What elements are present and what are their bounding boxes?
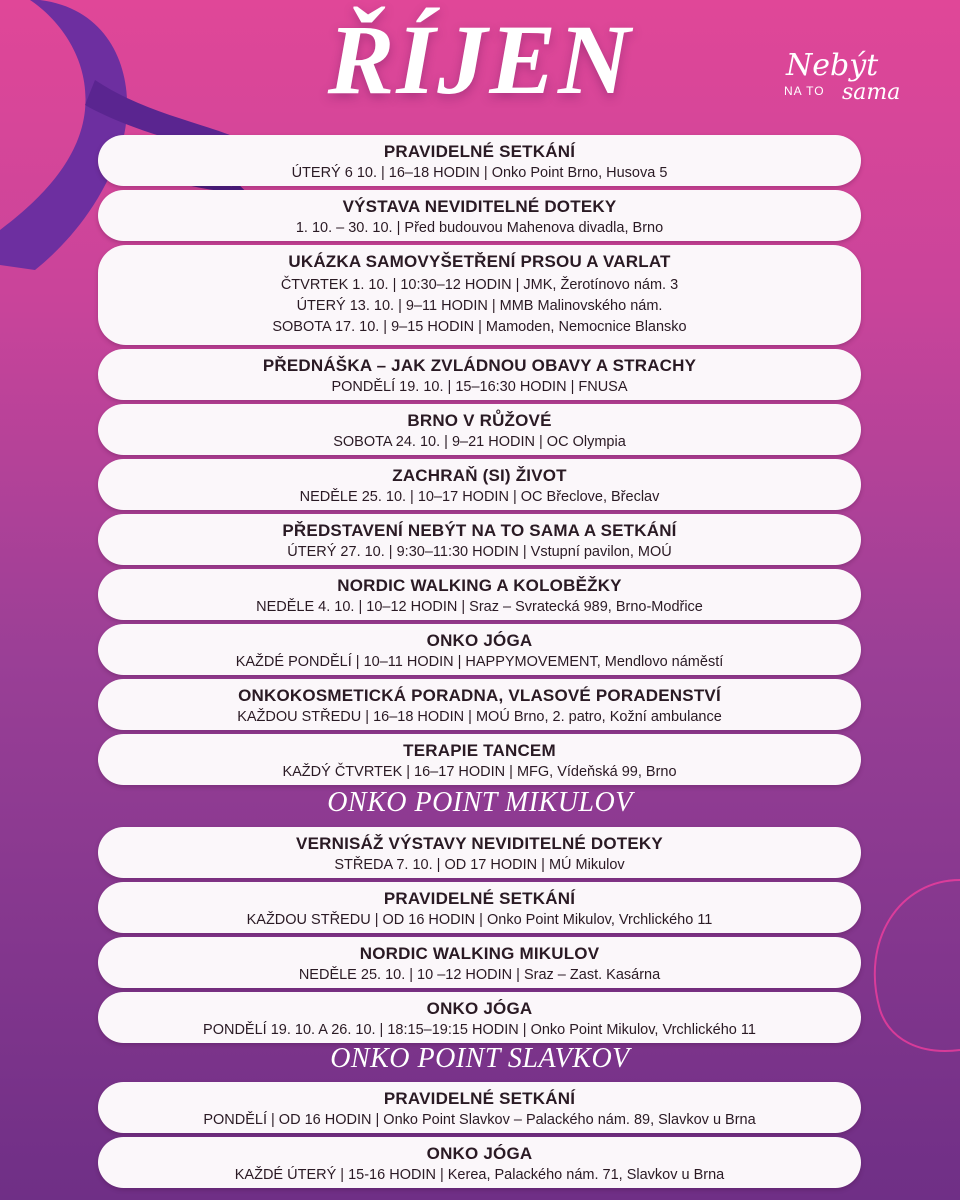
event-card: [98, 992, 861, 1043]
logo-line-1: Nebýt: [786, 48, 879, 83]
event-card: [98, 190, 861, 241]
event-heading: BRNO V RŮŽOVÉ: [407, 411, 552, 430]
event-card: [98, 1137, 861, 1188]
event-card: [98, 882, 861, 933]
event-heading: ONKO JÓGA: [426, 631, 533, 650]
event-heading: VÝSTAVA NEVIDITELNÉ DOTEKY: [342, 197, 617, 216]
event-heading: PRAVIDELNÉ SETKÁNÍ: [383, 889, 576, 908]
event-detail: PONDĚLÍ 19. 10. A 26. 10. | 18:15–19:15 HODIN | Onko Point Mikulov, Vrchlického 11: [203, 1022, 756, 1038]
event-card: [98, 245, 861, 345]
event-card: [98, 514, 861, 565]
event-detail: 1. 10. – 30. 10. | Před budouvou Mahenova divadla, Brno: [295, 220, 664, 236]
event-detail: KAŽDOU STŘEDU | 16–18 HODIN | MOÚ Brno, 2. patro, Kožní ambulance: [237, 709, 722, 725]
event-heading: NORDIC WALKING MIKULOV: [359, 944, 600, 963]
event-card: [98, 349, 861, 400]
event-heading: ONKO JÓGA: [426, 1144, 533, 1163]
event-heading: ONKOKOSMETICKÁ PORADNA, VLASOVÉ PORADENSTVÍ: [238, 686, 721, 705]
page-title: ŘÍJEN: [327, 4, 633, 115]
event-heading: NORDIC WALKING A KOLOBĚŽKY: [337, 576, 622, 595]
event-heading: PRAVIDELNÉ SETKÁNÍ: [383, 142, 576, 161]
event-heading: PRAVIDELNÉ SETKÁNÍ: [383, 1089, 576, 1108]
event-heading: TERAPIE TANCEM: [403, 741, 556, 760]
event-detail: SOBOTA 17. 10. | 9–15 HODIN | Mamoden, Nemocnice Blansko: [272, 319, 687, 335]
logo-icon: [780, 48, 920, 118]
event-heading: ONKO JÓGA: [426, 999, 533, 1018]
event-card: [98, 679, 861, 730]
event-detail: ČTVRTEK 1. 10. | 10:30–12 HODIN | JMK, Žerotínovo nám. 3: [280, 277, 679, 293]
event-detail: STŘEDA 7. 10. | OD 17 HODIN | MÚ Mikulov: [334, 857, 625, 873]
section-title-mikulov: ONKO POINT MIKULOV: [327, 787, 633, 818]
event-detail: SOBOTA 24. 10. | 9–21 HODIN | OC Olympia: [333, 434, 626, 450]
event-heading: ZACHRAŇ (SI) ŽIVOT: [392, 466, 567, 485]
logo-line-2: NA TO: [784, 84, 825, 98]
event-detail: PONDĚLÍ 19. 10. | 15–16:30 HODIN | FNUSA: [331, 379, 628, 395]
event-detail: KAŽDÉ PONDĚLÍ | 10–11 HODIN | HAPPYMOVEMENT, Mendlovo náměstí: [235, 654, 724, 670]
event-detail: KAŽDOU STŘEDU | OD 16 HODIN | Onko Point Mikulov, Vrchlického 11: [246, 912, 713, 928]
event-detail: ÚTERÝ 13. 10. | 9–11 HODIN | MMB Malinovského nám.: [296, 298, 663, 314]
event-detail: KAŽDÉ ÚTERÝ | 15-16 HODIN | Kerea, Palackého nám. 71, Slavkov u Brna: [234, 1167, 725, 1183]
event-card: [98, 135, 861, 186]
event-card: [98, 1082, 861, 1133]
event-card: [98, 734, 861, 785]
event-heading: VERNISÁŽ VÝSTAVY NEVIDITELNÉ DOTEKY: [296, 834, 663, 853]
event-detail: NEDĚLE 25. 10. | 10 –12 HODIN | Sraz – Zast. Kasárna: [298, 967, 661, 983]
event-card: [98, 937, 861, 988]
event-detail: NEDĚLE 25. 10. | 10–17 HODIN | OC Břeclove, Břeclav: [299, 489, 660, 505]
event-detail: PONDĚLÍ | OD 16 HODIN | Onko Point Slavkov – Palackého nám. 89, Slavkov u Brna: [203, 1112, 756, 1128]
event-detail: ÚTERÝ 6 10. | 16–18 HODIN | Onko Point Brno, Husova 5: [291, 165, 668, 181]
logo-line-3: sama: [842, 80, 901, 105]
event-detail: ÚTERÝ 27. 10. | 9:30–11:30 HODIN | Vstupní pavilon, MOÚ: [287, 544, 672, 560]
event-detail: NEDĚLE 4. 10. | 10–12 HODIN | Sraz – Svratecká 989, Brno-Modřice: [256, 599, 703, 615]
event-heading: UKÁZKA SAMOVYŠETŘENÍ PRSOU A VARLAT: [288, 252, 671, 271]
event-card: [98, 459, 861, 510]
event-heading: PŘEDNÁŠKA – JAK ZVLÁDNOU OBAVY A STRACHY: [262, 356, 697, 375]
event-detail: KAŽDÝ ČTVRTEK | 16–17 HODIN | MFG, Vídeňská 99, Brno: [282, 764, 677, 780]
event-heading: PŘEDSTAVENÍ NEBÝT NA TO SAMA A SETKÁNÍ: [282, 521, 677, 540]
event-card: [98, 827, 861, 878]
event-card: [98, 624, 861, 675]
event-card: [98, 569, 861, 620]
event-card: [98, 404, 861, 455]
section-title-slavkov: ONKO POINT SLAVKOV: [330, 1043, 630, 1074]
